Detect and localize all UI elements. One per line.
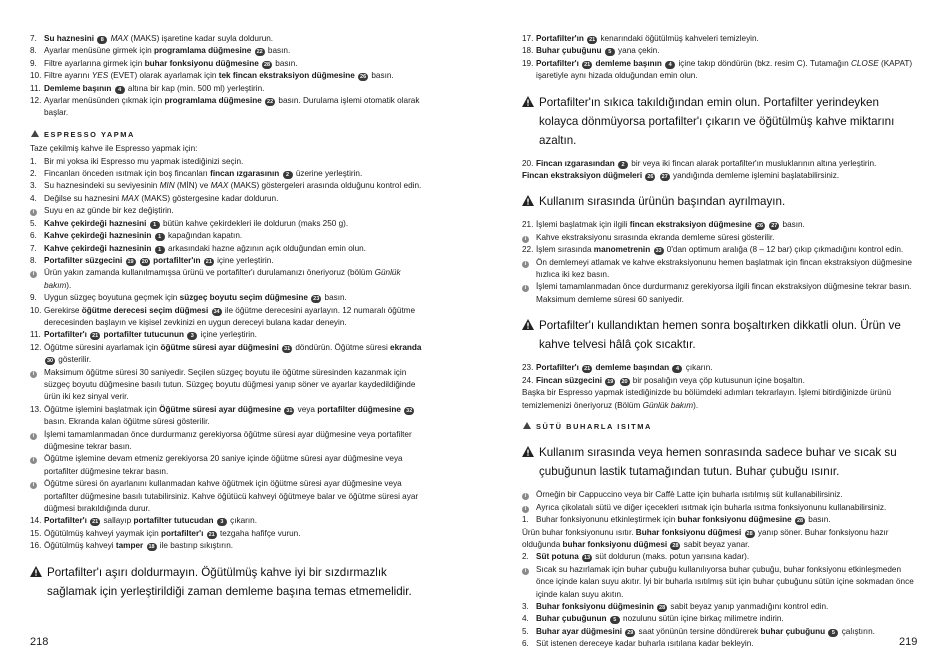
- part-number-badge: 22: [256, 49, 263, 56]
- section-heading: SÜTÜ BUHARLA ISITMA: [522, 421, 917, 433]
- list-item-text: Buhar fonksiyonu düğmesinin 28 sabit beyaz yanıp yanmadığını kontrol edin.: [536, 601, 829, 611]
- info-icon: i: [522, 506, 529, 513]
- info-note-text: Maksimum öğütme süresi 30 saniyedir. Seçilen süzgeç boyutu ile öğütme süresinden kazanmak için süzgeç boyutu düğmesine basılı tutun. Süzgeç boyutu düğmesi yanıp söner ve ayarlar kaydedildiğinde ürün iki kez sinyal verir.: [44, 367, 416, 402]
- part-number-badge: 21: [584, 61, 591, 68]
- step-number: 15.: [30, 528, 42, 538]
- info-note: [522, 489, 917, 501]
- step-number: 1.: [522, 515, 529, 525]
- list-item: [30, 168, 425, 180]
- info-note-text: Ayrıca çikolatalı sütü ve diğer içecekleri ısıtmak için buharla ısıtma fonksiyonunu kullanabilirsiniz.: [536, 502, 887, 512]
- part-number-badge: 28: [659, 604, 666, 611]
- list-item-text: Ayarlar menüsünden çıkmak için programlama düğmesine 22 basın. Durulama işlemi otomatik olarak başlar.: [44, 96, 420, 118]
- list-item: [30, 193, 425, 205]
- part-number-badge: 31: [284, 345, 291, 352]
- list-item: [30, 218, 425, 230]
- part-number-badge: 19: [127, 258, 134, 265]
- list-item-text: İşlem sırasında manometrenin 33 0'dan optimum aralığa (8 – 12 bar) çıkıp çıkmadığını kontrol edin.: [536, 245, 904, 255]
- info-note: [30, 367, 425, 404]
- part-number-badge: 21: [205, 258, 212, 265]
- step-number: 2.: [30, 169, 37, 179]
- part-number-badge: 1: [155, 246, 165, 254]
- info-icon: i: [30, 209, 37, 216]
- list-item-text: Öğütülmüş kahveyi yaymak için portafilter'ı 21 tezgaha hafifçe vurun.: [44, 528, 301, 538]
- paragraph: Taze çekilmiş kahve ile Espresso yapmak için:: [30, 144, 198, 154]
- part-number-badge: 32: [406, 407, 413, 414]
- step-number: 6.: [30, 231, 37, 241]
- list-item-text: Buhar ayar düğmesini 29 saat yönünün tersine döndürerek buhar çubuğunu 5 çalıştırın.: [536, 626, 875, 636]
- list-item-text: Buhar çubuğunu 5 yana çekin.: [536, 46, 660, 56]
- part-number-badge: 21: [208, 531, 215, 538]
- part-number-badge: 5: [610, 616, 620, 624]
- list-item: [522, 613, 917, 625]
- section-triangle-icon: [31, 130, 39, 137]
- warning-icon: [522, 446, 534, 457]
- warning-block: [522, 192, 917, 211]
- list-item: [30, 540, 425, 552]
- list-item-text: Gerekirse öğütme derecesi seçim düğmesi 34 ile öğütme derecesini ayarlayın. 12 numaralı öğütme derecesinden başlayın ve kişisel zevkinizi en uygun dereceyi bulana kadar deneyin.: [44, 305, 416, 327]
- part-number-badge: 13: [583, 555, 591, 562]
- step-number: 5.: [522, 626, 529, 636]
- list-item: [30, 83, 425, 95]
- step-number: 1.: [30, 156, 37, 166]
- list-item-text: İşlemi başlatmak için ilgili fincan ekstraksiyon düğmesine 26 27 basın.: [536, 220, 805, 230]
- info-icon: i: [522, 285, 529, 292]
- info-note-text: İşlemi tamamlanmadan önce durdurmanız gerekiyorsa öğütme süresi ayar düğmesine veya portafilter düğmesine tekrar basın.: [44, 429, 412, 451]
- list-item: [522, 638, 917, 650]
- part-number-badge: 29: [627, 629, 634, 636]
- step-number: 5.: [30, 218, 37, 228]
- list-item-text: Süt istenen dereceye kadar buharla ısıtılana kadar bekleyin.: [536, 639, 754, 649]
- part-number-badge: 26: [647, 174, 654, 181]
- section-triangle-icon: [523, 422, 531, 429]
- step-number: 8.: [30, 255, 37, 265]
- list-item-text: Filtre ayarlarına girmek için buhar fonksiyonu düğmesine 28 basın.: [44, 58, 298, 68]
- list-item-text: Bir mi yoksa iki Espresso mu yapmak istediğinizi seçin.: [44, 156, 244, 166]
- list-item-text: Fincan süzgecini 19 20 bir posalığın veya çöp kutusunun içine boşaltın.: [536, 375, 805, 385]
- step-number: 6.: [522, 639, 529, 649]
- part-number-badge: 27: [661, 174, 668, 181]
- list-item: [522, 33, 917, 45]
- step-number: 2.: [522, 552, 529, 562]
- part-number-badge: 5: [828, 629, 838, 637]
- part-number-badge: 1: [155, 233, 165, 241]
- list-item-text: Öğütme işlemini başlatmak için Öğütme süresi ayar düğmesine 31 veya portafilter düğmesine 32 basın. Ekranda kalan öğütme süresi gösterilir.: [44, 404, 413, 427]
- part-number-badge: 21: [92, 333, 99, 340]
- part-number-badge: 5: [605, 48, 615, 56]
- part-number-badge: 28: [796, 518, 804, 525]
- list-item-text: Portafilter'ı 21 sallayıp portafilter tutucudan 3 çıkarın.: [44, 516, 257, 526]
- info-note-text: Ürün yakın zamanda kullanılmamışsa ürünü ve portafilter'ı durulamanızı öneriyoruz (bölüm Günlük bakım).: [44, 268, 401, 290]
- part-number-badge: 26: [756, 223, 764, 230]
- list-item: [522, 601, 917, 613]
- info-note: [30, 478, 425, 515]
- step-number: 4.: [30, 193, 37, 203]
- list-item: [30, 45, 425, 57]
- list-item-text: Kahve çekirdeği haznesinin 1 arkasındaki hazne ağzının açık olduğundan emin olun.: [44, 243, 366, 253]
- info-note: [522, 281, 917, 306]
- part-number-badge: 21: [584, 366, 591, 373]
- part-number-badge: 3: [217, 518, 227, 526]
- info-note-text: Ön demlemeyi atlamak ve kahve ekstraksiyonunu hemen başlatmak için fincan ekstraksiyon düğmesine hızlıca iki kez basın.: [536, 257, 912, 280]
- part-number-badge: 20: [141, 258, 148, 265]
- warning-icon: [30, 566, 42, 577]
- paragraph: Başka bir Espresso yapmak istediğinizde bu bölümdeki adımları tekrarlayın. İşlemi bitirdiğinizde ürünü temizlemenizi öneriyoruz (Bölüm Günlük bakım).: [522, 388, 892, 410]
- list-item: [30, 70, 425, 82]
- list-item: [522, 626, 917, 638]
- warning-text: Portafilter'ı aşırı doldurmayın. Öğütülmüş kahve iyi bir sızdırmazlık sağlamak için yerleştirildiği zaman demleme başına temas etmemelidir.: [47, 565, 412, 598]
- list-item: [30, 33, 425, 45]
- list-item: [30, 292, 425, 304]
- list-item: [30, 58, 425, 70]
- step-number: 10.: [30, 71, 42, 81]
- list-item-text: Değilse su haznesini MAX (MAKS) göstergesine kadar doldurun.: [44, 193, 279, 203]
- info-icon: i: [30, 433, 37, 440]
- list-item: [30, 230, 425, 242]
- part-number-badge: 34: [213, 308, 220, 315]
- info-note-text: Örneğin bir Cappuccino veya bir Caffè Latte için buharla ısıtılmış süt kullanabilirsiniz.: [536, 490, 843, 500]
- list-item: [30, 528, 425, 540]
- part-number-badge: 4: [665, 61, 675, 69]
- step-number: 14.: [30, 516, 42, 526]
- part-number-badge: 28: [672, 542, 679, 549]
- step-number: 7.: [30, 243, 37, 253]
- part-number-badge: 31: [286, 407, 293, 414]
- list-item: [30, 515, 425, 527]
- list-item: [522, 375, 917, 387]
- warning-text: Kullanım sırasında veya hemen sonrasında sadece buhar ve sıcak su çubuğunun lastik tutamağından tutun. Buhar çubuğu ısınır.: [539, 446, 897, 479]
- warning-icon: [522, 195, 534, 206]
- step-number: 9.: [30, 293, 37, 303]
- warning-icon: [522, 96, 534, 107]
- list-item: [522, 551, 917, 563]
- part-number-badge: 20: [621, 378, 628, 385]
- step-number: 18.: [522, 46, 534, 56]
- list-item: [522, 244, 917, 256]
- part-number-badge: 2: [283, 171, 293, 179]
- info-note-text: Öğütme süresi ön ayarlanını kullanmadan kahve öğütmek için öğütme süresi ayar düğmesine veya portafilter düğmesine basılı tutabilirsiniz. Kahve öğütücü kahveyi öğütmeye balar ve öğütme süresi ayar düğmesi bırakıldığında durur.: [44, 479, 419, 514]
- list-item-text: Kahve çekirdeği haznesini 1 bütün kahve çekirdekleri ile doldurun (maks 250 g).: [44, 218, 349, 228]
- list-item: [30, 305, 425, 330]
- warning-text: Kullanım sırasında ürünün başından ayrılmayın.: [539, 195, 786, 209]
- info-icon: i: [522, 568, 529, 575]
- paragraph: Fincan ekstraksiyon düğmeleri 26 27 yandığında demleme işlemini başlatabilirsiniz.: [522, 171, 840, 181]
- info-note: [30, 267, 425, 292]
- part-number-badge: 21: [589, 37, 596, 43]
- part-number-badge: 33: [655, 248, 662, 255]
- list-item-text: Öğütülmüş kahveyi tamper 18 ile bastırıp sıkıştırın.: [44, 541, 234, 551]
- info-icon: i: [522, 261, 529, 268]
- list-item: [522, 362, 917, 374]
- step-number: 13.: [30, 404, 42, 414]
- info-icon: i: [30, 482, 37, 489]
- list-item: [522, 514, 917, 526]
- list-item-text: Süt potuna 13 süt doldurun (maks. potun yarısına kadar).: [536, 552, 750, 562]
- info-note: [30, 453, 425, 478]
- section-heading: ESPRESSO YAPMA: [30, 129, 425, 141]
- list-item-text: Portafilter'ı 21 portafilter tutucunun 3 içine yerleştirin.: [44, 330, 257, 340]
- list-item: [30, 255, 425, 267]
- left-page-column: [30, 33, 425, 609]
- list-item-text: Su haznesindeki su seviyesinin MIN (MİN) ve MAX (MAKS) göstergeleri arasında olduğunu kontrol edin.: [44, 181, 422, 191]
- info-note: [522, 232, 917, 244]
- step-number: 22.: [522, 245, 534, 255]
- warning-block: [30, 563, 425, 601]
- list-item-text: Demleme başının 4 altına bir kap (min. 500 ml) yerleştirin.: [44, 83, 265, 93]
- list-item: [30, 156, 425, 168]
- list-item: [30, 329, 425, 341]
- info-icon: i: [522, 236, 529, 243]
- list-item: [522, 219, 917, 231]
- part-number-badge: 8: [97, 36, 107, 44]
- warning-text: Portafilter'ı kullandıktan hemen sonra boşaltırken dikkatli olun. Ürün ve kahve telvesi hâlâ çok sıcaktır.: [539, 319, 901, 352]
- list-item: [30, 404, 425, 429]
- paragraph: Ürün buhar fonksiyonunu ısıtır. Buhar fonksiyonu düğmesi 28 yanıp söner. Buhar fonksiyonu hazır olduğunda buhar fonksiyonu düğmesi 28 sabit beyaz yanar.: [522, 527, 889, 549]
- warning-text: Portafilter'ın sıkıca takıldığından emin olun. Portafilter yerindeyken kolayca dönmüyorsa portafilter'ı çıkarın ve öğütülmüş kahve miktarını azaltın.: [539, 95, 895, 147]
- list-item-text: Su haznesini 8 MAX (MAKS) işaretine kadar suyla doldurun.: [44, 34, 274, 43]
- step-number: 24.: [522, 375, 534, 385]
- part-number-badge: 1: [150, 221, 160, 229]
- info-note: [522, 564, 917, 601]
- step-number: 3.: [30, 181, 37, 191]
- warning-icon: [522, 319, 534, 330]
- part-number-badge: 19: [607, 378, 614, 385]
- info-note-text: İşlemi tamamlanmadan önce durdurmanız gerekiyorsa ilgili fincan ekstraksiyon düğmesine tekrar basın. Maksimum demleme süresi 60 saniyedir.: [536, 282, 912, 304]
- page-number-right: 219: [899, 636, 918, 648]
- list-item-text: Portafilter'ın 21 kenarındaki öğütülmüş kahveleri temizleyin.: [536, 34, 759, 43]
- part-number-badge: 27: [771, 223, 778, 230]
- part-number-badge: 21: [92, 519, 99, 526]
- warning-block: [522, 443, 917, 481]
- info-note: [522, 502, 917, 514]
- info-note: [522, 257, 917, 282]
- list-item: [30, 95, 425, 120]
- info-icon: i: [30, 271, 37, 278]
- warning-block: [522, 93, 917, 150]
- step-number: 12.: [30, 96, 42, 106]
- list-item-text: Fincan ızgarasından 2 bir veya iki fincan alarak portafilter'ın musluklarının altına yerleştirin.: [536, 158, 877, 168]
- step-number: 10.: [30, 305, 42, 315]
- part-number-badge: 4: [672, 365, 682, 373]
- step-number: 12.: [30, 342, 42, 352]
- info-icon: i: [30, 371, 37, 378]
- list-item-text: Uygun süzgeç boyutuna geçmek için süzgeç boyutu seçim düğmesine 23 basın.: [44, 293, 347, 303]
- list-item-text: Portafilter süzgecini 19 20 portafilter'ın 21 içine yerleştirin.: [44, 255, 274, 265]
- info-note-text: Kahve ekstraksiyonu sırasında ekranda demleme süresi gösterilir.: [536, 232, 775, 242]
- list-item: [30, 342, 425, 367]
- page-number-left: 218: [30, 636, 49, 648]
- list-item: [522, 45, 917, 57]
- part-number-badge: 2: [618, 161, 628, 169]
- part-number-badge: 30: [46, 358, 54, 365]
- list-item-text: Portafilter'ı 21 demleme başından 4 çıkarın.: [536, 363, 713, 373]
- info-note-text: Suyu en az günde bir kez değiştirin.: [44, 206, 174, 216]
- step-number: 7.: [30, 34, 37, 43]
- info-note: [30, 429, 425, 454]
- part-number-badge: 23: [313, 296, 320, 303]
- step-number: 23.: [522, 363, 534, 373]
- info-note-text: Öğütme işlemine devam etmeniz gerekiyorsa 20 saniye içinde öğütme süresi ayar düğmesine veya portafilter düğmesine tekrar basın.: [44, 454, 403, 476]
- part-number-badge: 28: [746, 530, 753, 537]
- info-icon: i: [522, 493, 529, 500]
- step-number: 4.: [522, 614, 529, 624]
- right-page-column: [522, 33, 917, 651]
- step-number: 8.: [30, 46, 37, 56]
- warning-block: [522, 316, 917, 354]
- list-item: [30, 243, 425, 255]
- step-number: 9.: [30, 58, 37, 68]
- info-note-text: Sıcak su hazırlamak için buhar çubuğu kullanılıyorsa buhar çubuğu, buhar fonksiyonu etkinleşmeden önce içinde kalan suyu akıtır. İyi bir buharla ısıtılmış süt için buhar çubuğunu sütün içine sokmadan önce içinde kalan suyu akıtın.: [536, 564, 914, 599]
- step-number: 19.: [522, 58, 534, 68]
- list-item: [522, 158, 917, 170]
- part-number-badge: 18: [148, 544, 155, 551]
- list-item: [30, 180, 425, 192]
- list-item-text: Kahve çekirdeği haznesinin 1 kapağından kapatın.: [44, 231, 243, 241]
- part-number-badge: 22: [267, 99, 274, 106]
- list-item-text: Fincanları önceden ısıtmak için boş fincanları fincan ızgarasının 2 üzerine yerleştirin.: [44, 169, 363, 179]
- step-number: 21.: [522, 220, 534, 230]
- list-item: [522, 58, 917, 83]
- list-item-text: Ayarlar menüsüne girmek için programlama düğmesine 22 basın.: [44, 46, 291, 56]
- list-item-text: Filtre ayarını YES (EVET) olarak ayarlamak için tek fincan ekstraksiyon düğmesine 26 basın.: [44, 71, 394, 81]
- part-number-badge: 28: [263, 61, 271, 68]
- step-number: 11.: [30, 83, 41, 93]
- part-number-badge: 3: [187, 332, 197, 340]
- step-number: 3.: [522, 601, 529, 611]
- list-item-text: Portafilter'ı 21 demleme başının 4 içine takıp döndürün (bkz. resim C). Tutamağın CLOSE (KAPAT) işaretiyle aynı hizada olduğundan emin olun.: [536, 58, 913, 81]
- info-note: [30, 205, 425, 217]
- step-number: 16.: [30, 541, 42, 551]
- list-item-text: Öğütme süresini ayarlamak için öğütme süresi ayar düğmesini 31 döndürün. Öğütme süresi ekranda 30 gösterilir.: [44, 342, 422, 365]
- info-icon: i: [30, 457, 37, 464]
- step-number: 11.: [30, 330, 41, 340]
- part-number-badge: 26: [360, 74, 367, 81]
- step-number: 20.: [522, 158, 534, 168]
- part-number-badge: 4: [115, 86, 125, 94]
- list-item-text: Buhar fonksiyonunu etkinleştirmek için buhar fonksiyonu düğmesine 28 basın.: [536, 515, 831, 525]
- step-number: 17.: [522, 34, 534, 43]
- list-item-text: Buhar çubuğunun 5 nozulunu sütün içine birkaç milimetre indirin.: [536, 614, 784, 624]
